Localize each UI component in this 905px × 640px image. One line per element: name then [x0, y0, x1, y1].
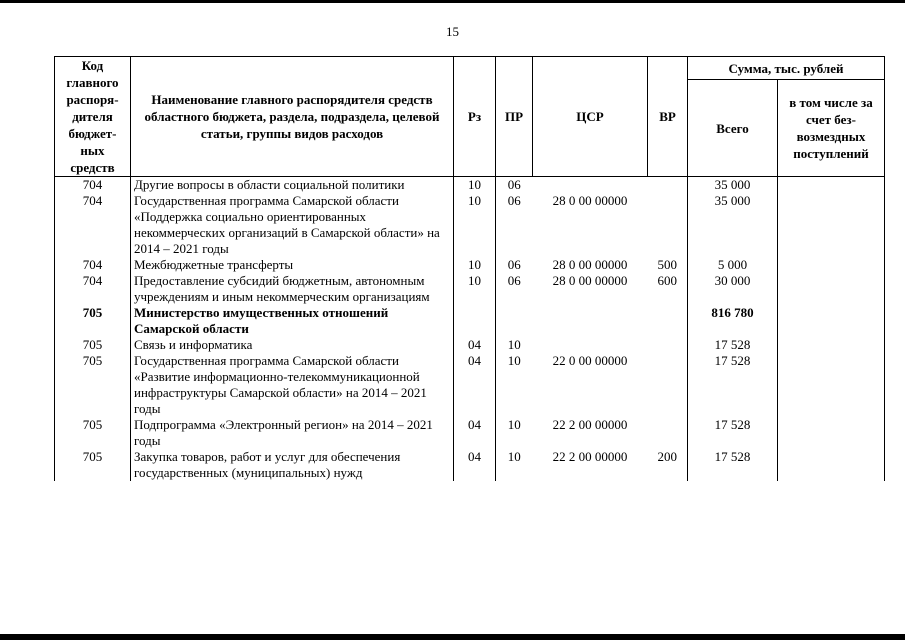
cell-vsego: 30 000: [688, 273, 778, 305]
cell-name: Межбюджетные трансферты: [131, 257, 454, 273]
cell-vsego: 35 000: [688, 177, 778, 194]
cell-vr: [648, 353, 688, 417]
table-row: [55, 257, 885, 273]
cell-csr: 22 0 00 00000: [552, 353, 628, 368]
cell-code: 705: [55, 449, 131, 481]
page-number: 15: [446, 24, 459, 39]
cell-rz: 04: [454, 449, 496, 481]
cell-rz: 10: [454, 257, 496, 273]
cell-csr: 28 0 00 00000: [552, 257, 628, 272]
cell-vtch: [778, 177, 885, 194]
cell-vtch: [778, 337, 885, 353]
cell-vr: [648, 193, 688, 257]
table-row: [55, 449, 885, 481]
table-row: [55, 177, 885, 194]
cell-vtch: [778, 193, 885, 257]
cell-vsego: 17 528: [688, 417, 778, 449]
cell-vtch: [778, 273, 885, 305]
cell-code: 705: [55, 417, 131, 449]
cell-csr: 22 2 00 00000: [552, 449, 628, 464]
budget-table: [54, 56, 885, 481]
cell-vr: [648, 305, 688, 337]
table-row: [55, 353, 885, 417]
table-row: [55, 337, 885, 353]
header-vtch: в том числе за счет без-возмездных поступлений: [778, 80, 885, 177]
cell-vsego: 5 000: [688, 257, 778, 273]
cell-pr: 10: [507, 417, 521, 432]
cell-rz: 04: [454, 353, 496, 417]
cell-vtch: [778, 257, 885, 273]
cell-code: 704: [55, 177, 131, 194]
cell-vr: 600: [657, 273, 677, 288]
cell-name: Государственная программа Самарской области «Развитие информационно-телекоммуникационной инфраструктуры Самарской области» на 2014 – 2021 годы: [131, 353, 454, 417]
cell-code: 705: [55, 353, 131, 417]
cell-name: Подпрограмма «Электронный регион» на 2014 – 2021 годы: [131, 417, 454, 449]
cell-rz: 10: [454, 193, 496, 257]
cell-code: 704: [55, 193, 131, 257]
cell-vsego: 17 528: [688, 353, 778, 417]
cell-vtch: [778, 353, 885, 417]
cell-csr: 28 0 00 00000: [552, 273, 628, 288]
cell-vsego: 17 528: [688, 337, 778, 353]
cell-rz: 10: [454, 273, 496, 305]
cell-pr: 06: [507, 177, 521, 192]
cell-name: Закупка товаров, работ и услуг для обеспечения государственных (муниципальных) нужд: [131, 449, 454, 481]
header-pr: ПР: [496, 57, 533, 177]
cell-code: 705: [55, 305, 131, 337]
table-row: [55, 273, 885, 305]
cell-pr: 06: [507, 257, 521, 272]
cell-rz: 04: [454, 417, 496, 449]
cell-csr: [533, 305, 648, 337]
cell-name: Другие вопросы в области социальной политики: [131, 177, 454, 194]
cell-code: 705: [55, 337, 131, 353]
header-code: Код главного распоря-дителя бюджет-ных средств: [55, 57, 131, 177]
header-rz: Рз: [454, 57, 496, 177]
header-vr: ВР: [648, 57, 688, 177]
cell-rz: 04: [454, 337, 496, 353]
cell-rz: [454, 305, 496, 337]
cell-name: Министерство имущественных отношений Самарской области: [131, 305, 454, 337]
cell-vsego: 35 000: [688, 193, 778, 257]
header-name: Наименование главного распорядителя средств областного бюджета, раздела, подраздела, целевой статьи, группы видов расходов: [131, 57, 454, 177]
cell-rz: 10: [454, 177, 496, 194]
header-summa: Сумма, тыс. рублей: [688, 57, 885, 80]
table-row: [55, 305, 885, 337]
cell-pr: 10: [507, 449, 521, 464]
cell-pr: 10: [507, 353, 521, 368]
cell-pr: 06: [507, 193, 521, 208]
cell-pr: [496, 305, 533, 337]
header-csr: ЦСР: [533, 57, 648, 177]
cell-vr: 500: [657, 257, 677, 272]
cell-vr: 200: [657, 449, 677, 464]
cell-csr: 22 2 00 00000: [552, 417, 628, 432]
table-body: [55, 177, 885, 482]
cell-vsego: 816 780: [688, 305, 778, 337]
cell-pr: 06: [507, 273, 521, 288]
cell-vr: [648, 337, 688, 353]
cell-csr: [533, 177, 648, 194]
table-row: [55, 417, 885, 449]
cell-code: 704: [55, 257, 131, 273]
cell-vtch: [778, 417, 885, 449]
cell-vr: [648, 417, 688, 449]
table-row: [55, 193, 885, 257]
cell-name: Государственная программа Самарской области «Поддержка социально ориентированных некоммерческих организаций в Самарской области» на 2014 – 2021 годы: [131, 193, 454, 257]
cell-csr: [533, 337, 648, 353]
cell-vsego: 17 528: [688, 449, 778, 481]
cell-name: Предоставление субсидий бюджетным, автономным учреждениям и иным некоммерческим организациям: [131, 273, 454, 305]
header-vsego: Всего: [688, 80, 778, 177]
cell-vtch: [778, 305, 885, 337]
cell-vr: [648, 177, 688, 194]
bottom-edge: [0, 634, 905, 640]
top-edge: [0, 0, 905, 3]
cell-code: 704: [55, 273, 131, 305]
cell-name: Связь и информатика: [131, 337, 454, 353]
cell-csr: 28 0 00 00000: [552, 193, 628, 208]
cell-pr: 10: [507, 337, 521, 352]
cell-vtch: [778, 449, 885, 481]
